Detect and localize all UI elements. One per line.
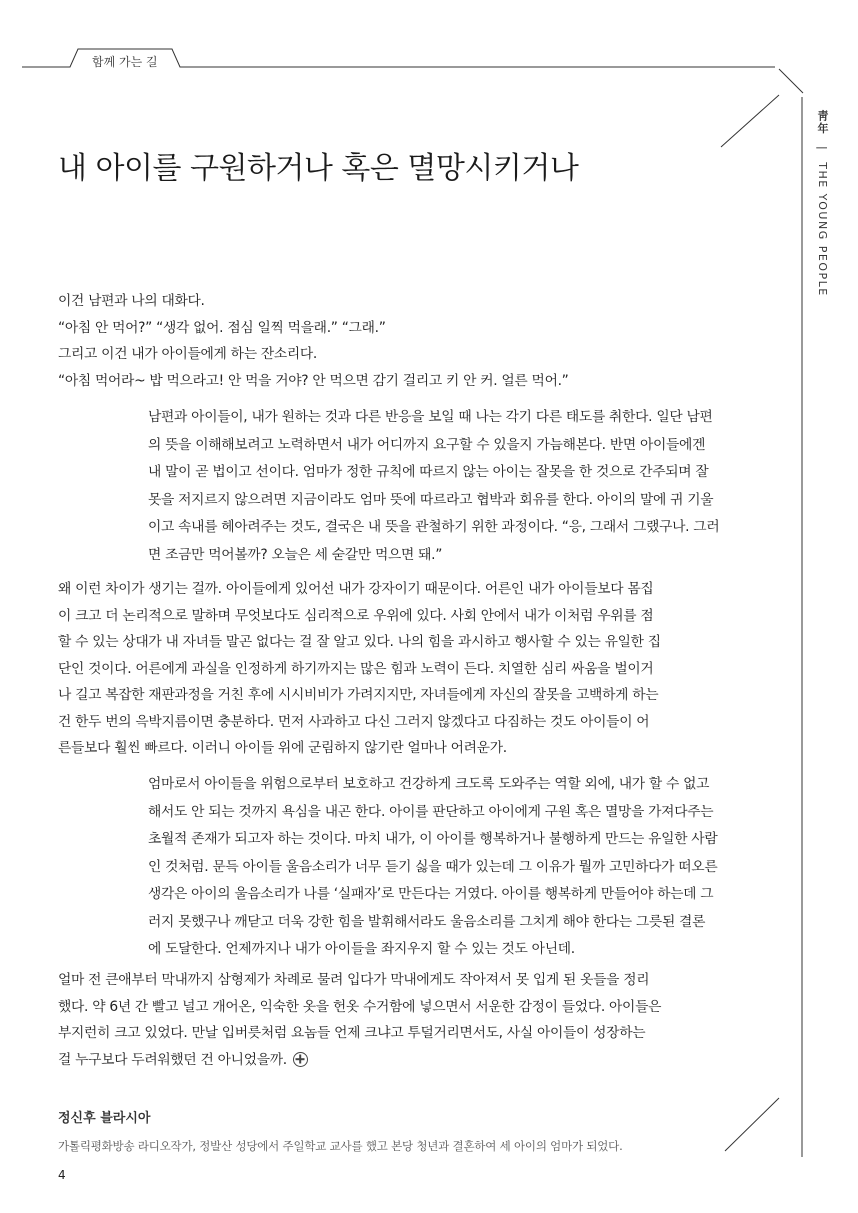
intro-line: 그리고 이건 내가 아이들에게 하는 잔소리다. [58,346,318,362]
paragraph-line: 남편과 아이들이, 내가 원하는 것과 다른 반응을 보일 때 나는 각기 다른 태도를 취한다. 일단 남편 [148,409,713,425]
article-title: 내 아이를 구원하거나 혹은 멸망시키거나 [58,151,579,186]
paragraph-line: 른들보다 훨씬 빠르다. 이러니 아이들 위에 군림하지 않기란 얼마나 어려운가. [58,740,507,756]
header-corner-diagonal [779,69,803,93]
paragraph-line: 의 뜻을 이해해보려고 노력하면서 내가 어디까지 요구할 수 있을지 가늠해본다. 반면 아이들에겐 [148,436,706,453]
paragraph-last-line [58,1047,718,1074]
paragraph-4 [58,967,718,1073]
paragraph-line: 나 길고 복잡한 재판과정을 거친 후에 시시비비가 가려지지만, 자녀들에게 자신의 잘못을 고백하게 하는 [58,687,659,703]
paragraph-line: 면 조금만 먹어볼까? 오늘은 세 숟갈만 먹으면 돼.” [148,546,443,563]
paragraph-line: 초월적 존재가 되고자 하는 것이다. 마치 내가, 이 아이를 행복하거나 불행하게 만드는 유일한 사람 [148,831,718,847]
paragraph-line: 했다. 약 6년 간 빨고 널고 개어온, 익숙한 옷을 헌옷 수거함에 넣으면서 서운한 감정이 들었다. 아이들은 [58,998,662,1015]
paragraph-line: 얼마 전 큰애부터 막내까지 삼형제가 차례로 물려 입다가 막내에게도 작아져서 못 입게 된 옷들을 정리 [58,972,650,988]
top-slash-line [721,95,779,147]
indented-paragraph-1 [148,404,778,569]
paragraph-line: 에 도달한다. 언제까지나 내가 아이들을 좌지우지 할 수 있는 것도 아닌데. [148,941,575,957]
paragraph-line: 인 것처럼. 문득 아이들 울음소리가 너무 듣기 싫을 때가 있는데 그 이유가 뭘까 고민하다가 떠오른 [148,858,718,875]
intro-dialogue [58,288,718,394]
paragraph-line: 못을 저지르지 않으려면 지금이라도 엄마 뜻에 따르라고 협박과 회유를 한다. 아이의 말에 귀 기울 [148,491,714,508]
paragraph-line: 건 한두 번의 윽박지름이면 충분하다. 먼저 사과하고 다신 그러지 않겠다고 다짐하는 것도 아이들이 어 [58,713,650,730]
side-tag-divider: | [816,146,829,152]
paragraph-line: 단인 것이다. 어른에게 과실을 인정하게 하기까지는 많은 힘과 노력이 든다. 치열한 심리 싸움을 벌이거 [58,660,654,677]
paragraph-line: 할 수 있는 상대가 내 자녀들 말곤 없다는 걸 잘 알고 있다. 나의 힘을 과시하고 행사할 수 있는 유일한 집 [58,634,661,650]
author-bio: 가톨릭평화방송 라디오작가, 정발산 성당에서 주일학교 교사를 했고 본당 청년과 결혼하여 세 아이의 엄마가 되었다. [58,1139,623,1153]
side-tag-hanja: 靑年 [816,110,829,135]
author-name: 정신후 블라시아 [58,1111,151,1126]
end-mark-icon [293,1052,308,1067]
page-number: 4 [58,1168,66,1182]
intro-line: “아침 안 먹어?” “생각 없어. 점심 일찍 먹을래.” “그래.” [58,319,386,336]
paragraph-line: 이 크고 더 논리적으로 말하며 무엇보다도 심리적으로 우위에 있다. 사회 안에서 내가 이처럼 우위를 점 [58,607,654,624]
paragraph-2 [58,576,718,762]
indented-paragraph-3 [148,771,778,964]
paragraph-line-text: 걸 누구보다 두려워했던 건 아니었을까. [58,1051,287,1068]
paragraph-line: 부지런히 크고 있었다. 만날 입버릇처럼 요놈들 언제 크냐고 투덜거리면서도, 사실 아이들이 성장하는 [58,1025,646,1041]
paragraph-line: 러지 못했구나 깨닫고 더욱 강한 힘을 발휘해서라도 울음소리를 그치게 해야 한다는 그릇된 결론 [148,913,706,930]
bottom-slash-line [725,1098,779,1151]
paragraph-line: 이고 속내를 헤아려주는 것도, 결국은 내 뜻을 관철하기 위한 과정이다. “응, 그래서 그랬구나. 그러 [148,519,720,535]
side-tag-english: THE YOUNG PEOPLE [816,162,829,297]
paragraph-line: 내 말이 곧 법이고 선이다. 엄마가 정한 규칙에 따르지 않는 아이는 잘못을 한 것으로 간주되며 잘 [148,464,709,480]
paragraph-line: 생각은 아이의 울음소리가 나를 ‘실패자’로 만든다는 거였다. 아이를 행복하게 만들어야 하는데 그 [148,886,714,902]
paragraph-line: 엄마로서 아이들을 위험으로부터 보호하고 건강하게 크도록 도와주는 역할 외에, 내가 할 수 없고 [148,776,710,792]
side-tag [802,110,830,300]
intro-line: “아침 먹어라~ 밥 먹으라고! 안 먹을 거야? 안 먹으면 감기 걸리고 키 안 커. 얼른 먹어.” [58,372,569,389]
section-label: 함께 가는 길 [92,55,158,69]
paragraph-line: 해서도 안 되는 것까지 욕심을 내곤 한다. 아이를 판단하고 아이에게 구원 혹은 멸망을 가져다주는 [148,803,714,820]
paragraph-line: 왜 이런 차이가 생기는 걸까. 아이들에게 있어선 내가 강자이기 때문이다. 어른인 내가 아이들보다 몸집 [58,581,654,597]
intro-line: 이건 남편과 나의 대화다. [58,293,205,309]
